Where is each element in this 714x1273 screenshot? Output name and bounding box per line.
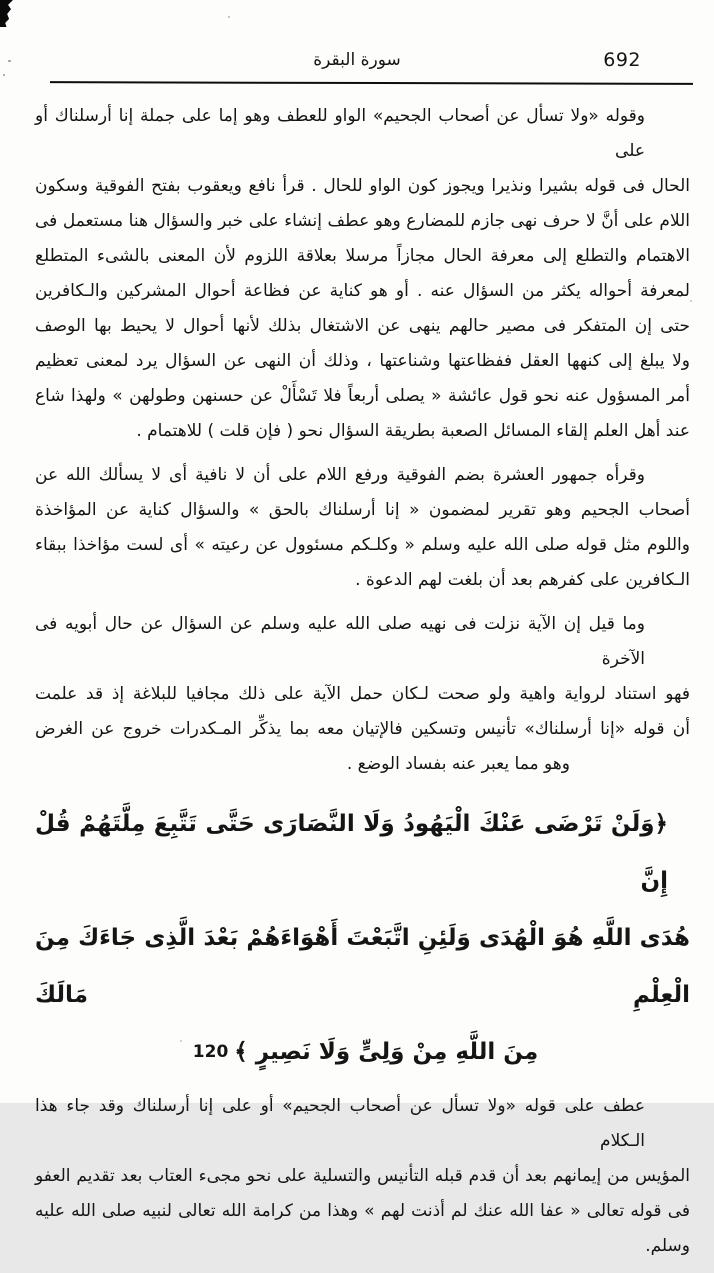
verse-line: هُدَى اللَّهِ هُوَ الْهُدَى وَلَئِنِ اتَّبَعْتَ أَهْوَاءَهُمْ بَعْدَ الَّذِى جَاءَكَ مِنَ الْعِلْمِ مَالَكَ [35,925,690,1008]
text-line: فهو استناد لرواية واهية ولو صحت لـكان حمل الآية على ذلك مجافيا للبلاغة إذ قد علمت [35,684,690,704]
text-line: أصحاب الجحيم وهو تقرير لمضمون « إنا أرسلناك بالحق » والسؤال كناية عن المؤاخذة [35,500,690,520]
text-line: المؤيس من إيمانهم بعد أن قدم قبله التأنيس والتسلية على نحو مجىء العتاب بعد تقديم العفو [35,1166,690,1186]
text-line: الاهتمام والتطلع إلى معرفة الحال مجازاً مرسلا بعلاقة اللزوم لأن المعنى بالشىء المتطلع [35,246,690,266]
verse-number: 120 [192,1042,229,1062]
text-line: أمر المسؤول عنه نحو قول عائشة « يصلى أربعاً فلا تَسْأَلْ عن حسنهن وطولهن » ولهذا شاع [35,386,690,406]
text-line: عطف على قوله «ولا تسأل عن أصحاب الجحيم» أو على إنا أرسلناك وقد جاء هذا الـكلام [35,1096,645,1151]
paragraph-2 [35,458,690,598]
text-line: وقوله «ولا تسأل عن أصحاب الجحيم» الواو للعطف وهو إما على جملة إنا أرسلناك أو على [35,106,645,161]
verse-close-bracket-icon: ﴾ [234,1039,248,1065]
text-line: فى قوله تعالى « عفا الله عنك لم أذنت لهم » وهذا من كرامة الله تعالى لنبيه صلى الله عليه وسلم. [35,1201,690,1256]
text-line: ولا يبلغ إلى كنهها العقل ففظاعتها وشناعتها ، وذلك أن النهى عن السؤال يرد لمعنى تعظيم [35,351,690,371]
text-line: وقرأه جمهور العشرة بضم الفوقية ورفع اللام على أن لا نافية أى لا يسألك الله عن [35,465,645,485]
surah-title: سورة البقرة [313,50,401,70]
paragraph-1 [35,99,690,449]
scan-speckle [228,16,230,18]
text-line: لمعرفة أحواله يكثر من السؤال عنه . أو هو كناية عن فظاعة أحوال المشركين والـكافرين [35,281,690,301]
text-line: عند أهل العلم إلقاء المسائل الصعبة بطريقة السؤال نحو ( فإن قلت ) للاهتمام . [136,421,690,441]
quran-verse [35,796,690,1081]
verse-line [35,1024,690,1081]
scan-speckle [690,300,692,302]
text-line: واللوم مثل قوله صلى الله عليه وسلم « وكلـكم مسئوول عن رعيته » أى لست مؤاخذا ببقاء [35,535,690,555]
verse-line [35,796,690,910]
verse-text: وَلَنْ تَرْضَى عَنْكَ الْيَهُودُ وَلَا النَّصَارَى حَتَّى تَتَّبِعَ مِلَّتَهُمْ قُلْ إِنَّ [35,811,668,894]
body-text [35,99,690,1273]
paragraph-3 [35,607,690,782]
text-line: وما قيل إن الآية نزلت فى نهيه صلى الله عليه وسلم عن السؤال عن حال أبويه فى الآخرة [35,614,645,669]
verse-text: مِنَ اللَّهِ مِنْ وَلِىٍّ وَلَا نَصِيرٍ [255,1039,539,1065]
text-line: حتى إن المتفكر فى مصير حالهم ينهى عن الاشتغال بذلك لأنها أحوال لا يحيط بها الوصف [35,316,690,336]
verse-open-bracket-icon: ﴿ [654,811,668,837]
scan-artifact-corner [0,0,13,27]
text-line: وهو مما يعبر عنه بفساد الوضع . [346,754,570,774]
page-number: 692 [603,49,641,71]
text-line: الـكافرين على كفرهم بعد أن بلغت لهم الدعوة . [355,570,690,590]
paragraph-4 [35,1089,690,1264]
scan-speckle [3,74,5,76]
text-line: اللام على أنَّ لا حرف نهى جازم للمضارع وهو عطف إنشاء على خبر والسؤال هنا مستعمل فى [35,211,690,231]
header-rule [50,81,693,85]
text-line: أن قوله «إنا أرسلناك» تأنيس وتسكين فالإتيان معه بما يذكِّر المـكدرات خروج عن الغرض [35,719,690,739]
text-line: الحال فى قوله بشيرا ونذيرا ويجوز كون الواو للحال . قرأ نافع ويعقوب بفتح الفوقية وسكون [35,176,690,196]
